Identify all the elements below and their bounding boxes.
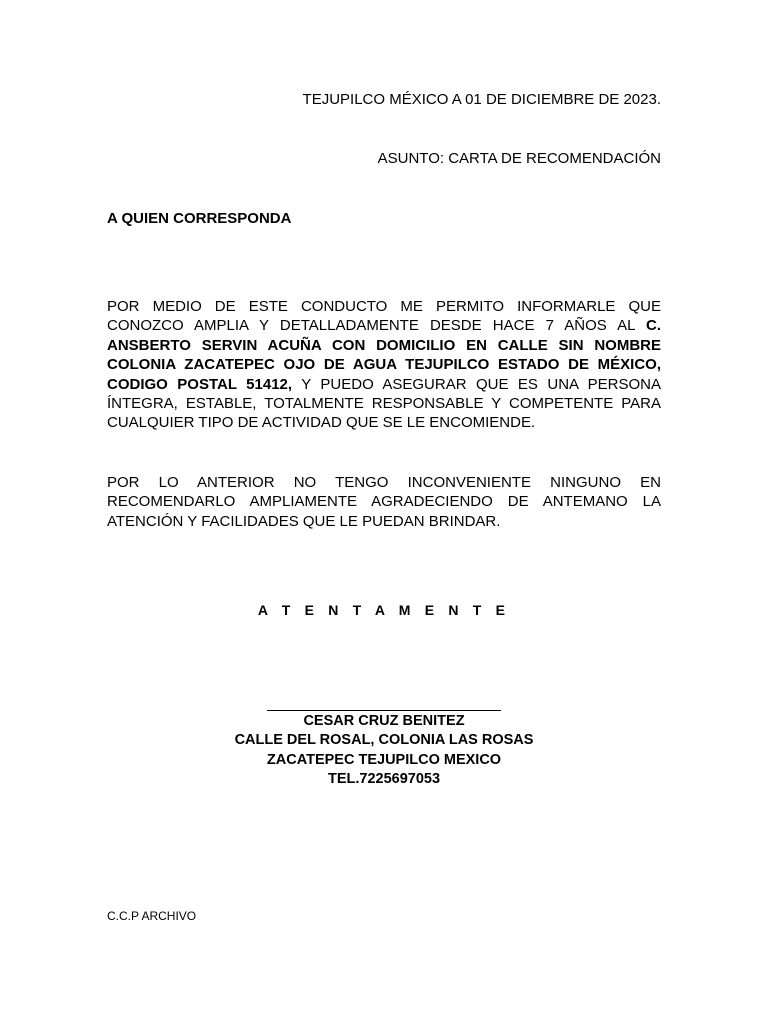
signature-block xyxy=(0,712,768,790)
ccp-note: C.C.P ARCHIVO xyxy=(107,909,197,923)
signer-address-line-2: ZACATEPEC TEJUPILCO MEXICO xyxy=(266,751,502,768)
subject-line: ASUNTO: CARTA DE RECOMENDACIÓN xyxy=(377,150,661,167)
body-paragraph-2: POR LO ANTERIOR NO TENGO INCONVENIENTE NINGUNO EN RECOMENDARLO AMPLIAMENTE AGRADECIENDO DE ANTEMANO LA ATENCIÓN Y FACILIDADES QUE LE PUEDAN BRINDAR. xyxy=(107,474,661,530)
date-line: TEJUPILCO MÉXICO A 01 DE DICIEMBRE DE 2023. xyxy=(302,91,661,108)
signer-name: CESAR CRUZ BENITEZ xyxy=(303,713,465,729)
paragraph-1-intro: POR MEDIO DE ESTE CONDUCTO ME PERMITO INFORMARLE QUE CONOZCO AMPLIA Y DETALLADAMENTE DESDE HACE 7 AÑOS AL xyxy=(107,298,661,335)
signature-line xyxy=(267,710,501,711)
salutation: A QUIEN CORRESPONDA xyxy=(107,210,292,227)
paragraph-1-highlight: C. ANSBERTO SERVIN ACUÑA CON DOMICILIO EN CALLE SIN NOMBRE COLONIA ZACATEPEC OJO DE AGUA TEJUPILCO ESTADO DE MÉXICO, CODIGO POSTAL 51412, xyxy=(107,317,661,393)
paragraph-1-rest: Y PUEDO ASEGURAR QUE ES UNA PERSONA ÍNTEGRA, ESTABLE, TOTALMENTE RESPONSABLE Y COMPETENTE PARA CUALQUIER TIPO DE ACTIVIDAD QUE SE LE ENCOMIENDE. xyxy=(107,375,661,432)
closing: A T E N T A M E N T E xyxy=(257,602,511,618)
signer-address-line-1: CALLE DEL ROSAL, COLONIA LAS ROSAS xyxy=(234,732,534,749)
signer-phone: TEL.7225697053 xyxy=(327,771,441,788)
body-paragraph-1 xyxy=(107,297,661,433)
